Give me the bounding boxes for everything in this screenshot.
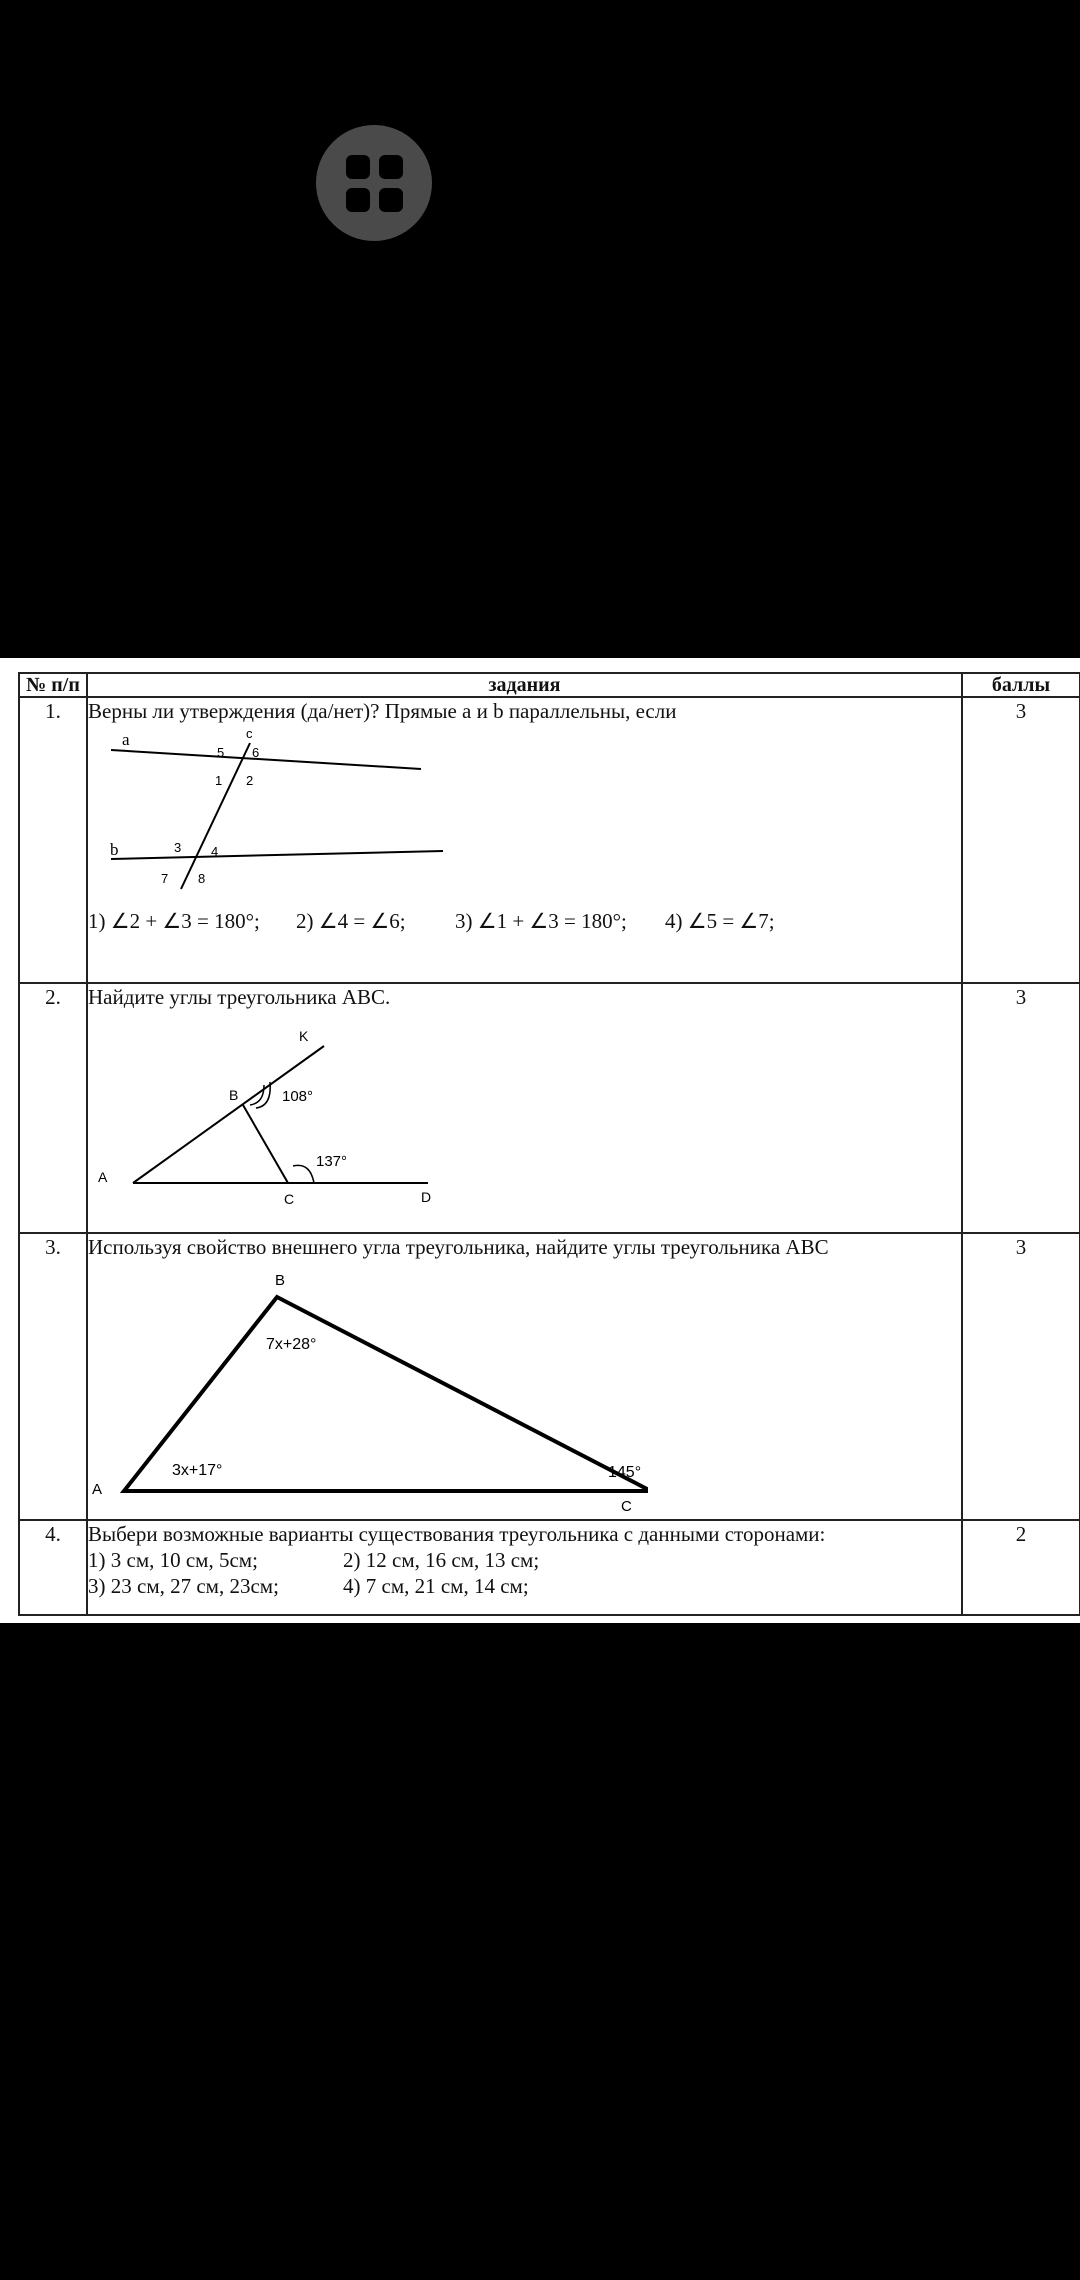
angle-8-label: 8	[198, 871, 206, 886]
point-d-label: D	[421, 1189, 432, 1205]
option-4: 4) 7 см, 21 см, 14 см;	[343, 1574, 529, 1598]
header-num: № п/п	[19, 673, 87, 697]
parallel-lines-figure	[88, 724, 508, 904]
table-header-row	[19, 673, 1080, 697]
option-2: 2) ∠4 = ∠6;	[296, 909, 406, 933]
tasks-table	[18, 672, 1080, 1616]
options-list	[88, 1547, 961, 1573]
angle-a-value: 3x+17°	[172, 1462, 223, 1479]
options-list	[88, 1573, 961, 1599]
header-task: задания	[87, 673, 962, 697]
task-cell	[87, 1233, 962, 1520]
option-1: 1) ∠2 + ∠3 = 180°;	[88, 909, 260, 933]
grid-icon	[346, 155, 403, 212]
table-row	[19, 697, 1080, 983]
angle-7-label: 7	[161, 871, 169, 886]
angle-c-value: 145°	[608, 1464, 642, 1481]
option-4: 4) ∠5 = ∠7;	[665, 909, 775, 933]
option-3: 3) ∠1 + ∠3 = 180°;	[455, 909, 627, 933]
vertex-a-label: A	[92, 1481, 103, 1498]
vertex-c-label: C	[621, 1498, 632, 1515]
task-points: 3	[962, 983, 1080, 1233]
table-row	[19, 1233, 1080, 1520]
task-question: Используя свойство внешнего угла треугольника, найдите углы треугольника ABC	[88, 1235, 829, 1259]
table-row	[19, 1520, 1080, 1615]
option-2: 2) 12 см, 16 см, 13 см;	[343, 1548, 540, 1572]
app-grid-button[interactable]	[316, 125, 432, 241]
angle-c-value: 137°	[316, 1153, 348, 1170]
option-1: 1) 3 см, 10 см, 5см;	[88, 1548, 258, 1572]
task-cell	[87, 983, 962, 1233]
triangle-external-angle-figure	[88, 1260, 648, 1515]
angle-b-value: 7x+28°	[266, 1336, 317, 1353]
task-question: Верны ли утверждения (да/нет)? Прямые a и b параллельны, если	[88, 699, 677, 723]
point-k-label: K	[299, 1028, 309, 1044]
vertex-c-label: C	[284, 1191, 295, 1207]
vertex-a-label: A	[98, 1169, 108, 1185]
task-question: Найдите углы треугольника ABC.	[88, 985, 391, 1009]
task-number: 2.	[19, 983, 87, 1233]
task-points: 3	[962, 697, 1080, 983]
triangle-abc-figure	[88, 1010, 508, 1230]
task-number: 1.	[19, 697, 87, 983]
angle-3-label: 3	[174, 840, 182, 855]
option-3: 3) 23 см, 27 см, 23см;	[88, 1574, 279, 1598]
line-c-label: c	[246, 726, 253, 741]
vertex-b-label: B	[275, 1272, 286, 1289]
angle-2-label: 2	[246, 773, 254, 788]
task-question: Выбери возможные варианты существования треугольника с данными сторонами:	[88, 1522, 826, 1546]
vertex-b-label: B	[229, 1087, 239, 1103]
header-points: баллы	[962, 673, 1080, 697]
task-cell	[87, 1520, 962, 1615]
worksheet-image	[0, 658, 1080, 1623]
task-points: 3	[962, 1233, 1080, 1520]
angle-5-label: 5	[217, 745, 225, 760]
task-number: 4.	[19, 1520, 87, 1615]
table-row	[19, 983, 1080, 1233]
line-a-label: a	[122, 730, 130, 749]
task-cell	[87, 697, 962, 983]
task-number: 3.	[19, 1233, 87, 1520]
task-points: 2	[962, 1520, 1080, 1615]
options-list	[88, 908, 961, 934]
angle-b-value: 108°	[282, 1088, 314, 1105]
angle-4-label: 4	[211, 844, 219, 859]
angle-6-label: 6	[252, 745, 260, 760]
line-b-label: b	[110, 840, 119, 859]
angle-1-label: 1	[215, 773, 223, 788]
